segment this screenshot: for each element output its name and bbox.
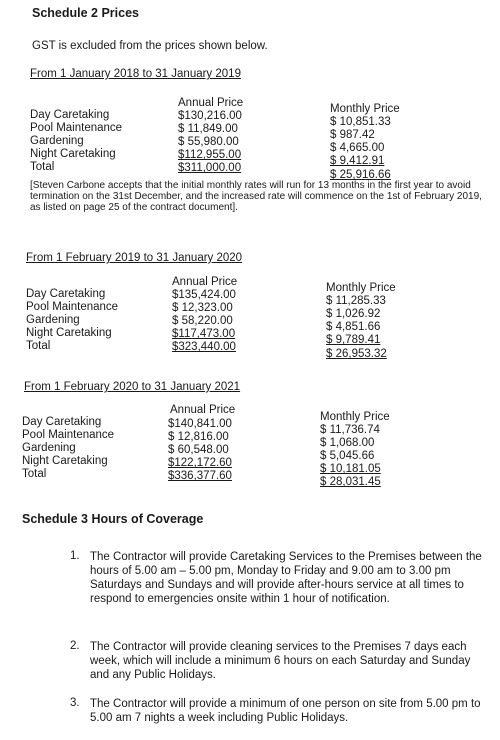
item-text: The Contractor will provide Caretaking Services to the Premises between the hours of 5.00 am – 5.00 pm, Monday to Friday and 9.00 am to 3.00 pm Saturdays and Sundays and will provide after-hours service at all times to respond to emergencies onsite within 1 hour of notification. [90, 551, 482, 605]
monthly-total: $ 26,953.32 [326, 348, 387, 360]
row-label: Night Caretaking [26, 327, 112, 339]
row-label: Pool Maintenance [26, 301, 119, 313]
annual-value: $ 55,980.00 [178, 136, 239, 148]
row-label: Gardening [22, 442, 76, 454]
monthly-value: $ 987.42 [330, 129, 375, 141]
row-label: Gardening [30, 135, 84, 147]
monthly-value: $ 11,736.74 [320, 424, 380, 436]
annual-total: $336,377.60 [168, 470, 232, 482]
annual-value: $ 11,849.00 [178, 123, 238, 135]
annual-price-header: Annual Price [178, 97, 244, 109]
monthly-value: $ 9,412.91 [330, 155, 385, 167]
period-heading: From 1 January 2018 to 31 January 2019 [30, 68, 241, 80]
monthly-value: $ 11,285.33 [326, 295, 386, 307]
item-number: 2. [70, 640, 80, 652]
annual-price-header: Annual Price [172, 276, 238, 288]
annual-value: $ 12,323.00 [172, 302, 233, 314]
annual-total: $323,440.00 [172, 341, 236, 353]
monthly-value: $ 4,665.00 [330, 142, 385, 154]
row-label: Day Caretaking [22, 416, 102, 428]
row-label: Night Caretaking [22, 455, 108, 467]
annual-value: $117,473.00 [172, 328, 236, 340]
monthly-price-header: Monthly Price [330, 103, 400, 115]
monthly-value: $ 5,045.66 [320, 450, 375, 462]
monthly-price-header: Monthly Price [320, 411, 390, 423]
row-label: Pool Maintenance [30, 122, 123, 134]
annual-value: $ 58,220.00 [172, 315, 233, 327]
monthly-price-header: Monthly Price [326, 282, 396, 294]
annual-value: $135,424.00 [172, 289, 236, 301]
row-label: Day Caretaking [26, 288, 106, 300]
monthly-value: $ 1,026.92 [326, 308, 381, 320]
gst-note: GST is excluded from the prices shown below. [32, 40, 268, 52]
annual-value: $130,216.00 [178, 110, 242, 122]
annual-value: $ 60,548.00 [168, 444, 229, 456]
schedule2-title: Schedule 2 Prices [32, 6, 140, 20]
period-heading: From 1 February 2019 to 31 January 2020 [26, 252, 243, 264]
row-label: Total [26, 340, 51, 352]
monthly-value: $ 10,181.05 [320, 463, 381, 475]
monthly-total: $ 28,031.45 [320, 476, 381, 488]
monthly-value: $ 9,789.41 [326, 334, 381, 346]
row-label: Pool Maintenance [22, 429, 115, 441]
monthly-value: $ 10,851.33 [330, 116, 391, 128]
annual-value: $122,172.60 [168, 457, 232, 469]
row-label: Night Caretaking [30, 148, 116, 160]
row-label: Total [30, 161, 55, 173]
item-number: 3. [70, 697, 80, 709]
schedule3-title: Schedule 3 Hours of Coverage [22, 512, 204, 526]
period-heading: From 1 February 2020 to 31 January 2021 [24, 381, 241, 393]
period-note: [Steven Carbone accepts that the initial monthly rates will run for 13 months in the first year to avoid termination on the 31st December, and the increased rate will commence on the 1st of February 2019, as listed on page 25 of the contract document]. [30, 180, 482, 213]
annual-value: $140,841.00 [168, 418, 232, 430]
item-text: The Contractor will provide a minimum of one person on site from 5.00 pm to 5.00 am 7 nights a week including Public Holidays. [90, 698, 481, 724]
item-number: 1. [70, 550, 80, 562]
monthly-value: $ 1,068.00 [320, 437, 375, 449]
row-label: Day Caretaking [30, 109, 110, 121]
annual-price-header: Annual Price [170, 404, 236, 416]
row-label: Total [22, 468, 47, 480]
row-label: Gardening [26, 314, 80, 326]
annual-value: $ 12,816.00 [168, 431, 229, 443]
item-text: The Contractor will provide cleaning services to the Premises 7 days each week, which will include a minimum 6 hours on each Saturday and Sunday and any Public Holidays. [90, 641, 471, 681]
annual-total: $311,000.00 [178, 162, 242, 174]
annual-value: $112,955.00 [178, 149, 242, 161]
monthly-value: $ 4,851.66 [326, 321, 381, 333]
monthly-total: $ 25,916.66 [330, 169, 391, 181]
